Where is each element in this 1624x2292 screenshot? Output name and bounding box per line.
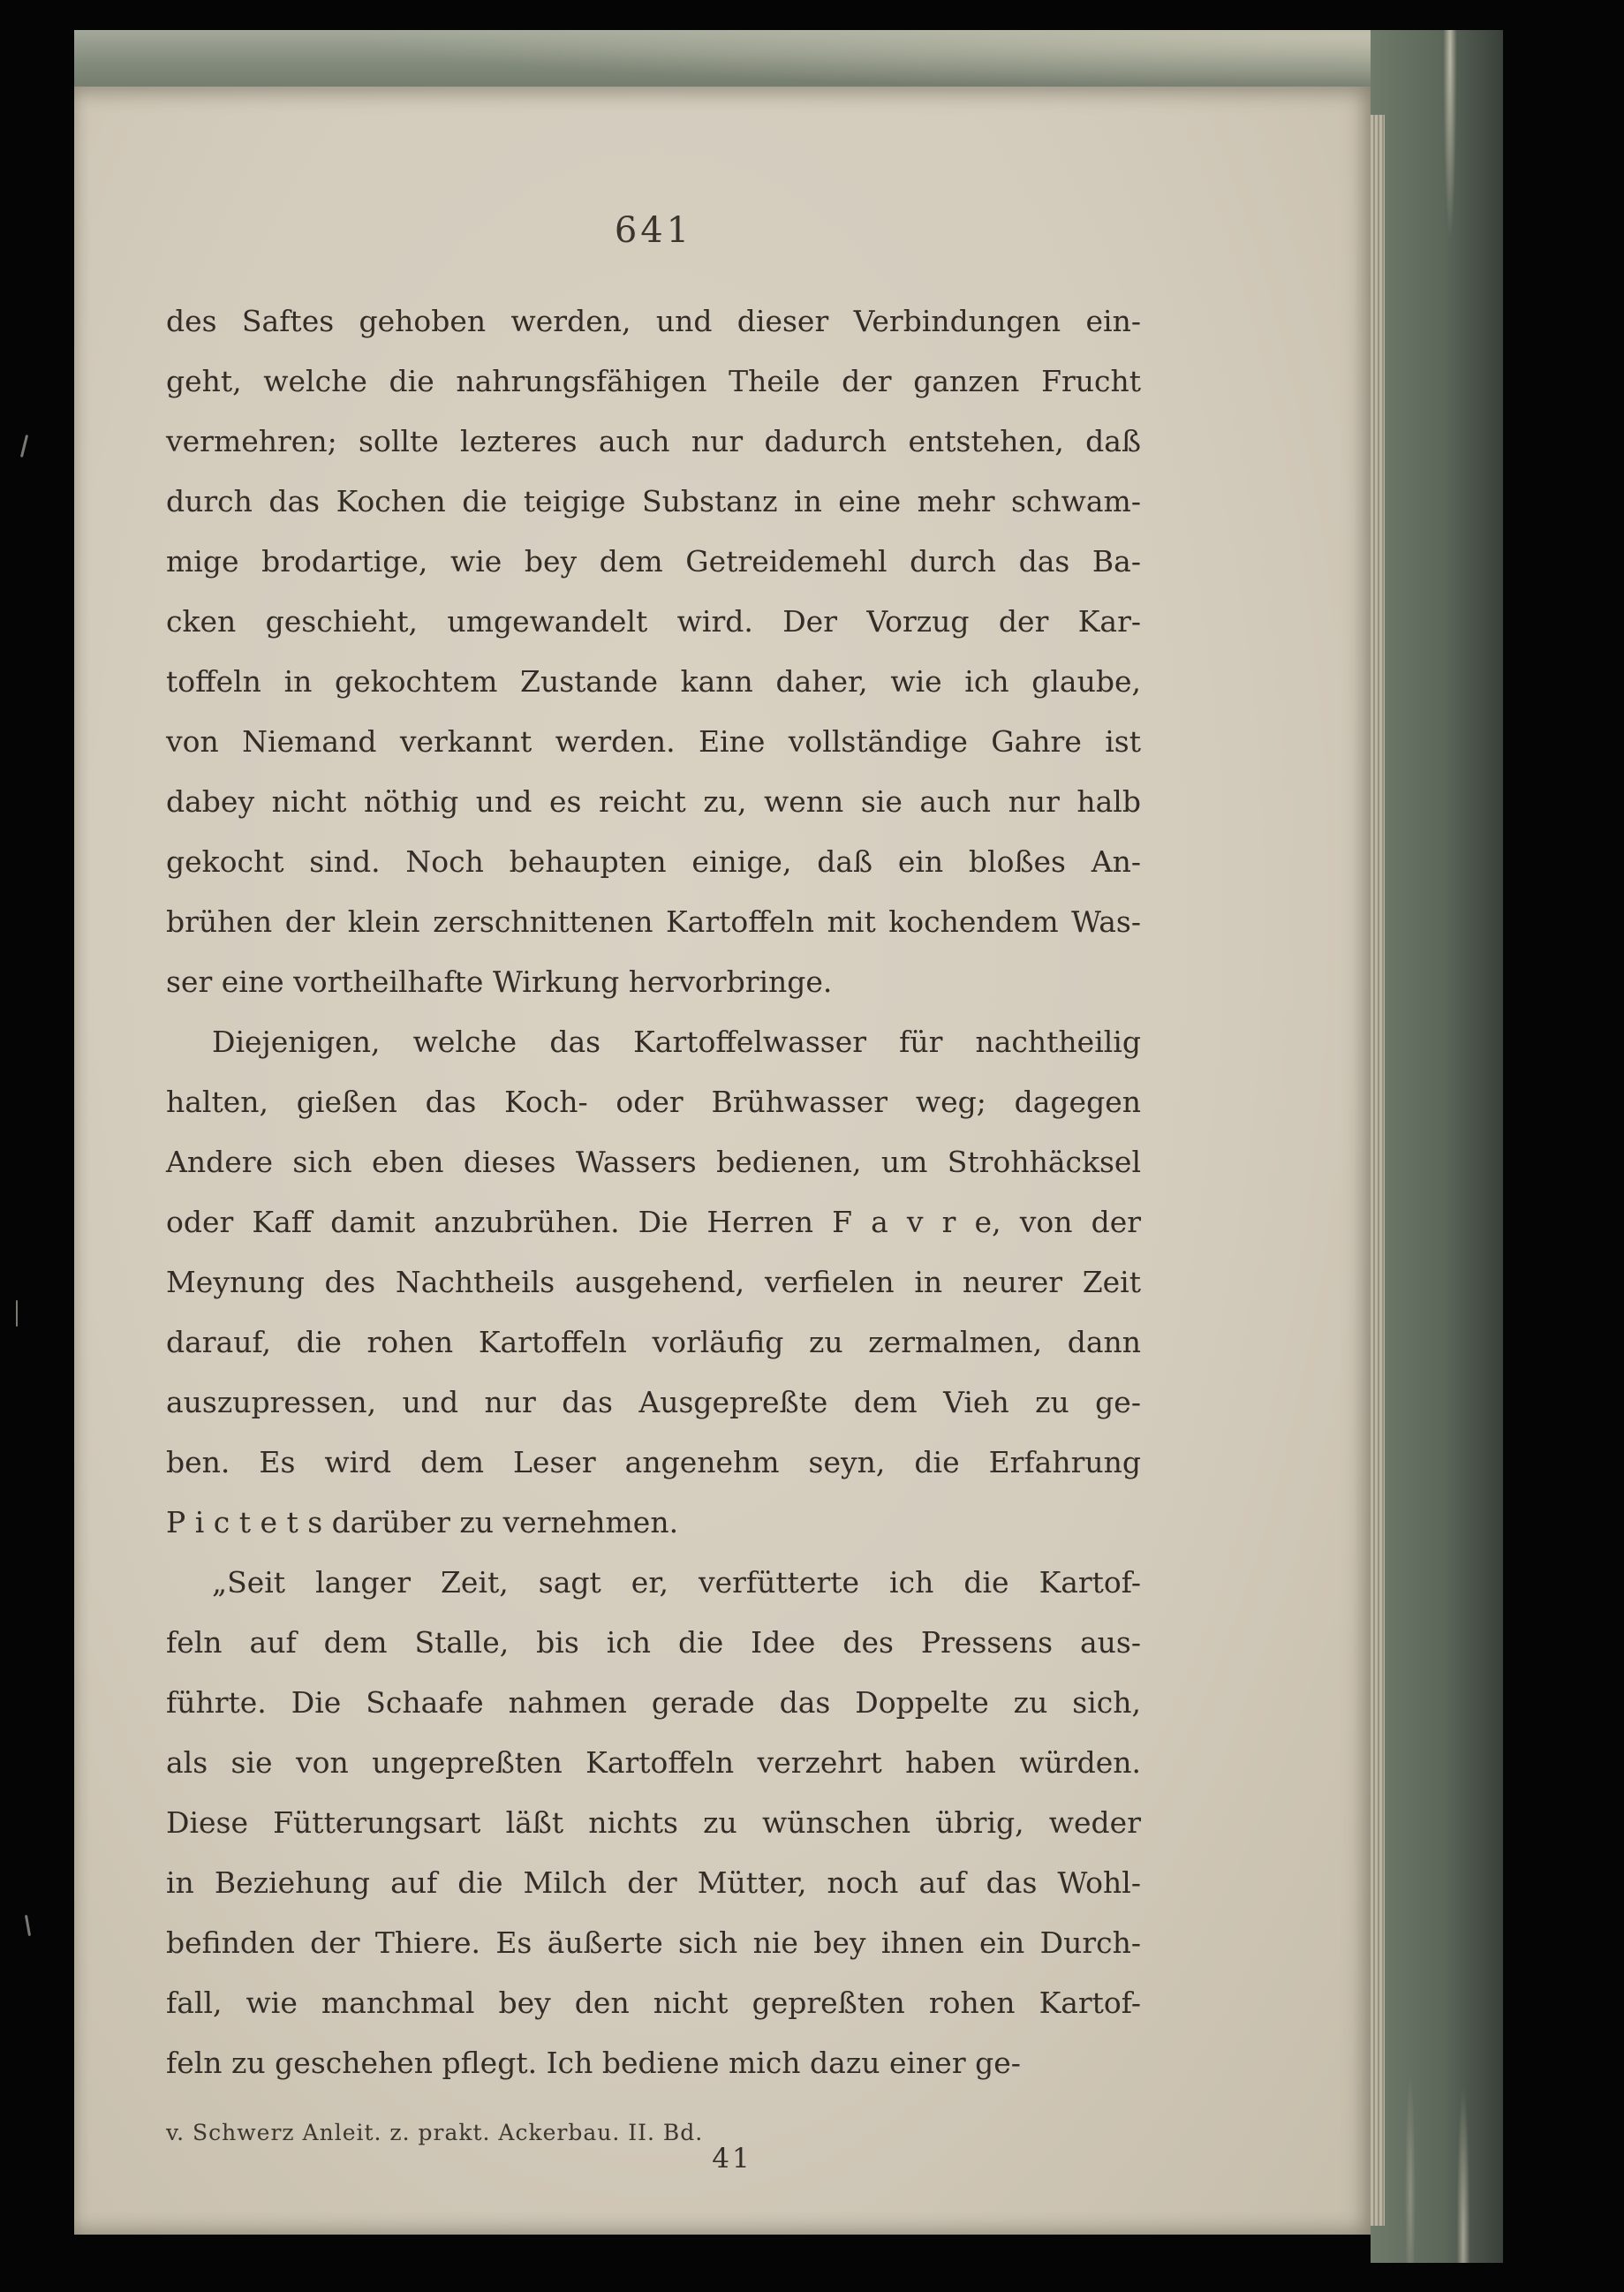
page-content — [166, 210, 1141, 2190]
text-block — [166, 291, 1141, 2093]
text-line: in Beziehung auf die Milch der Mütter, noch auf das Wohl- — [166, 1865, 1141, 1900]
text-line: ben. Es wird dem Leser angenehm seyn, die Erfahrung — [166, 1445, 1141, 1479]
page-fore-edges — [1371, 115, 1385, 2226]
text-line: Diese Fütterungsart läßt nichts zu wünschen übrig, weder — [166, 1805, 1141, 1840]
footer-signature-mark: 41 — [712, 2143, 752, 2175]
text-line: dabey nicht nöthig und es reicht zu, wenn sie auch nur halb — [166, 784, 1141, 819]
text-line: geht, welche die nahrungsfähigen Theile der ganzen Frucht — [166, 364, 1141, 398]
text-line: halten, gießen das Koch- oder Brühwasser weg; dagegen — [166, 1085, 1141, 1119]
book-cover-right-edge — [1371, 30, 1503, 2263]
text-line: toffeln in gekochtem Zustande kann daher, wie ich glaube, — [166, 664, 1141, 699]
paragraph — [166, 1553, 1141, 2093]
book-page — [74, 87, 1371, 2235]
text-line: darauf, die rohen Kartoffeln vorläufig zu zermalmen, dann — [166, 1325, 1141, 1359]
text-line: fall, wie manchmal bey den nicht gepreßten rohen Kartof- — [166, 1986, 1141, 2020]
text-line: gekocht sind. Noch behaupten einige, daß ein bloßes An- — [166, 844, 1141, 879]
scanner-margin-mark — [20, 435, 28, 458]
scanner-margin-mark — [16, 1300, 18, 1327]
text-line: feln auf dem Stalle, bis ich die Idee des Pressens aus- — [166, 1625, 1141, 1660]
text-line: Meynung des Nachtheils ausgehend, verfielen in neurer Zeit — [166, 1265, 1141, 1299]
page-number: 641 — [614, 210, 693, 251]
paragraph — [166, 1012, 1141, 1553]
text-line: ser eine vortheilhafte Wirkung hervorbringe. — [166, 964, 833, 999]
text-line: vermehren; sollte lezteres auch nur dadurch entstehen, daß — [166, 424, 1141, 458]
text-line: oder Kaff damit anzubrühen. Die Herren F a v r e, von der — [166, 1205, 1141, 1239]
paragraph — [166, 291, 1141, 1012]
text-line: führte. Die Schaafe nahmen gerade das Doppelte zu sich, — [166, 1685, 1141, 1720]
footer-imprint: v. Schwerz Anleit. z. prakt. Ackerbau. II. Bd. — [166, 2120, 704, 2145]
text-line: von Niemand verkannt werden. Eine vollständige Gahre ist — [166, 724, 1141, 759]
page-footer — [166, 2120, 1141, 2190]
text-line: P i c t e t s darüber zu vernehmen. — [166, 1505, 679, 1539]
scanner-margin-mark — [25, 1915, 31, 1936]
text-line: Andere sich eben dieses Wassers bedienen, um Strohhäcksel — [166, 1145, 1141, 1179]
text-line: des Saftes gehoben werden, und dieser Verbindungen ein- — [166, 304, 1141, 338]
text-line: Diejenigen, welche das Kartoffelwasser für nachtheilig — [212, 1025, 1141, 1059]
text-line: feln zu geschehen pflegt. Ich bediene mich dazu einer ge- — [166, 2046, 1021, 2080]
text-line: „Seit langer Zeit, sagt er, verfütterte ich die Kartof- — [212, 1565, 1141, 1600]
text-line: befinden der Thiere. Es äußerte sich nie bey ihnen ein Durch- — [166, 1925, 1141, 1960]
text-line: durch das Kochen die teigige Substanz in eine mehr schwam- — [166, 484, 1141, 518]
text-line: brühen der klein zerschnittenen Kartoffeln mit kochendem Was- — [166, 904, 1141, 939]
text-line: mige brodartige, wie bey dem Getreidemehl durch das Ba- — [166, 544, 1141, 579]
text-line: cken geschieht, umgewandelt wird. Der Vorzug der Kar- — [166, 604, 1141, 639]
text-line: als sie von ungepreßten Kartoffeln verzehrt haben würden. — [166, 1745, 1141, 1780]
text-line: auszupressen, und nur das Ausgepreßte dem Vieh zu ge- — [166, 1385, 1141, 1419]
